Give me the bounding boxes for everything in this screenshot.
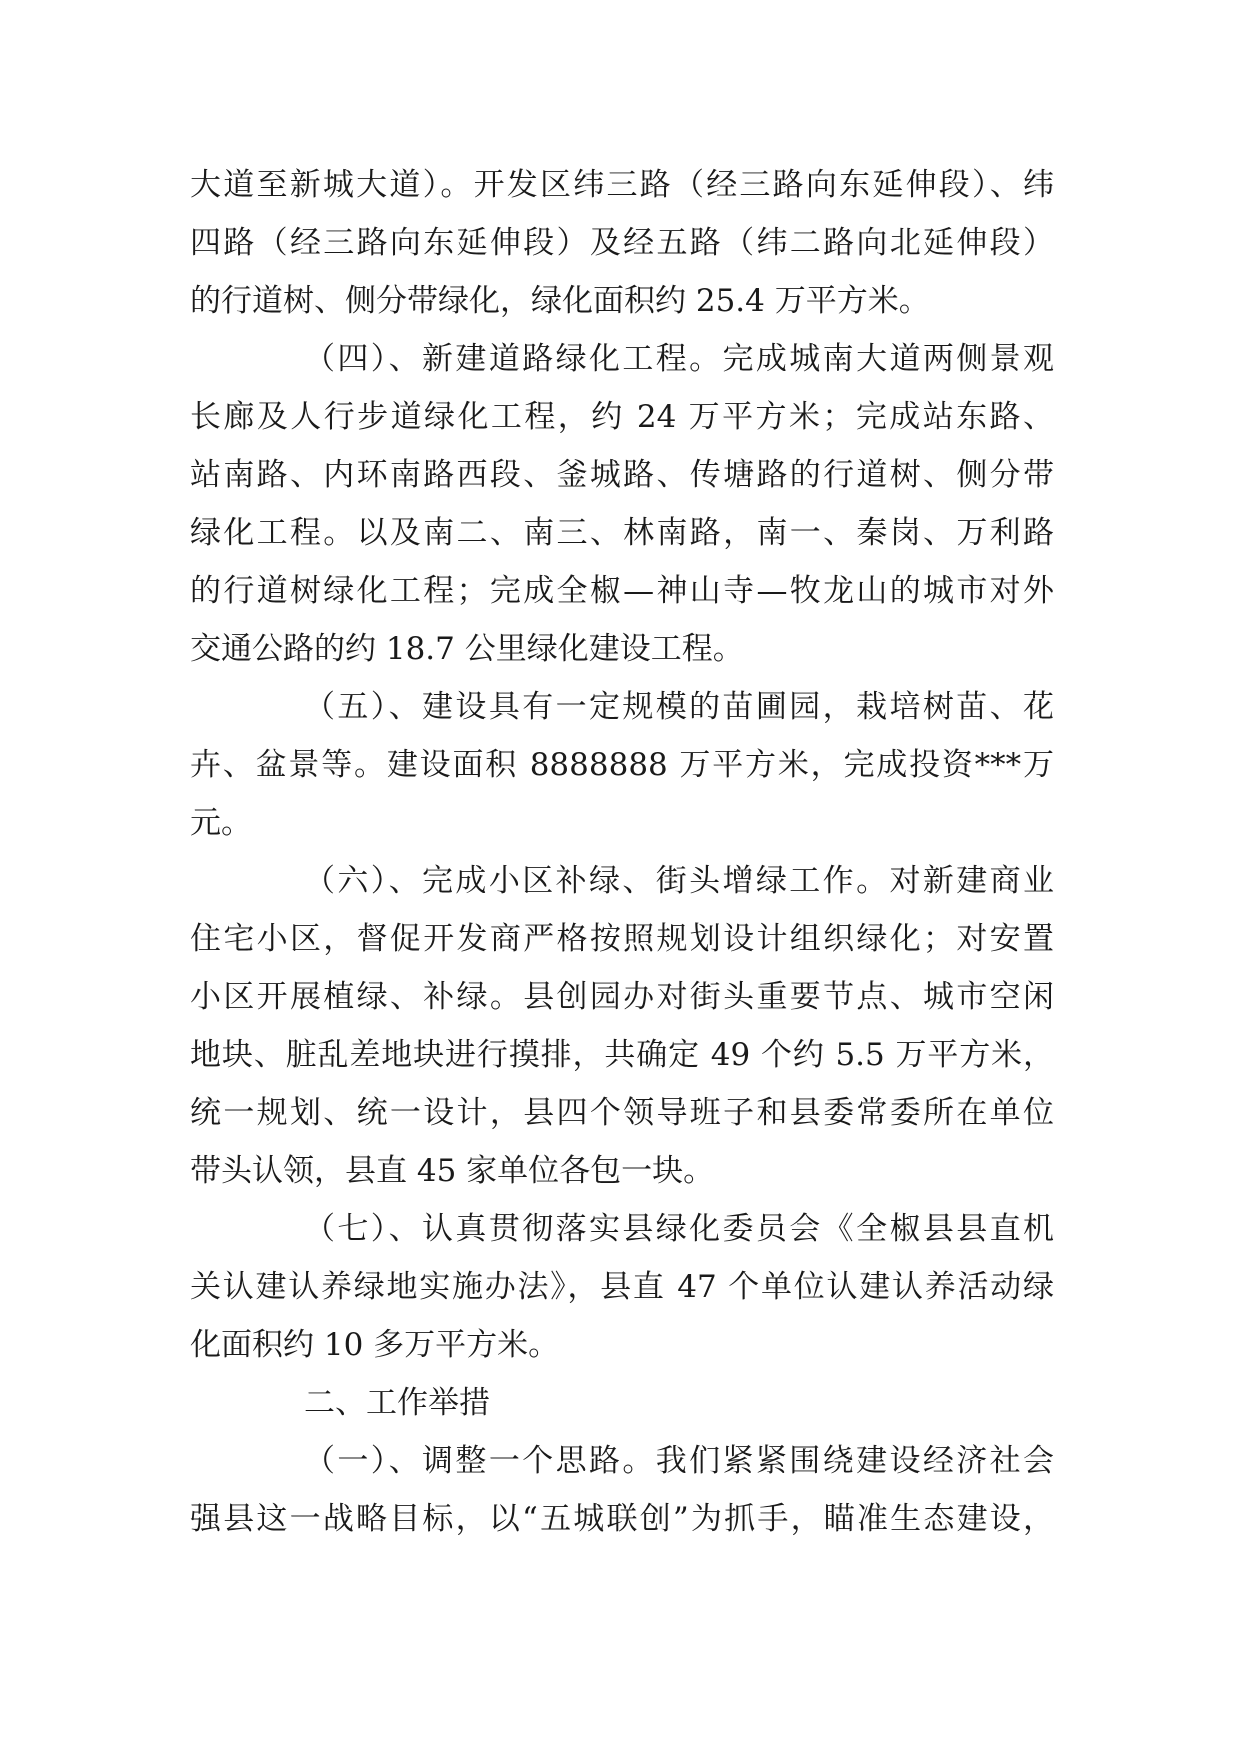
paragraph-line: 交通公路的约 18.7 公里绿化建设工程。 [190, 631, 744, 667]
paragraph-line: 强县这一战略目标，以“五城联创”为抓手，瞄准生态建设， [190, 1501, 1054, 1537]
paragraph-line: （七）、认真贯彻落实县绿化委员会《全椒县县直机 [304, 1211, 1054, 1247]
document-page [190, 156, 1054, 1548]
paragraph-line: 的行道树绿化工程；完成全椒—神山寺—牧龙山的城市对外 [190, 573, 1054, 609]
paragraph-line: 大道至新城大道）。开发区纬三路（经三路向东延伸段）、纬 [190, 167, 1054, 203]
paragraph-line: （一）、调整一个思路。我们紧紧围绕建设经济社会 [304, 1443, 1054, 1479]
paragraph-line: 地块、脏乱差地块进行摸排，共确定 49 个约 5.5 万平方米， [190, 1037, 1054, 1073]
paragraph-line: 元。 [190, 805, 252, 841]
paragraph-line: 绿化工程。以及南二、南三、林南路，南一、秦岗、万利路 [190, 515, 1054, 551]
paragraph-line: 长廊及人行步道绿化工程，约 24 万平方米；完成站东路、 [190, 399, 1054, 435]
paragraph-line: 化面积约 10 多万平方米。 [190, 1327, 560, 1363]
section-heading: 二、工作举措 [304, 1385, 490, 1421]
paragraph-line: 卉、盆景等。建设面积 8888888 万平方米，完成投资***万 [190, 747, 1054, 783]
paragraph-line: 统一规划、统一设计，县四个领导班子和县委常委所在单位 [190, 1095, 1054, 1131]
paragraph-line: 带头认领，县直 45 家单位各包一块。 [190, 1153, 715, 1189]
paragraph-line: 小区开展植绿、补绿。县创园办对街头重要节点、城市空闲 [190, 979, 1054, 1015]
paragraph-line: （六）、完成小区补绿、街头增绿工作。对新建商业 [304, 863, 1054, 899]
paragraph-line: 的行道树、侧分带绿化，绿化面积约 25.4 万平方米。 [190, 283, 930, 319]
paragraph-line: 关认建认养绿地实施办法》，县直 47 个单位认建认养活动绿 [190, 1269, 1054, 1305]
paragraph-line: 住宅小区，督促开发商严格按照规划设计组织绿化；对安置 [190, 921, 1054, 957]
paragraph-line: 站南路、内环南路西段、釜城路、传塘路的行道树、侧分带 [190, 457, 1054, 493]
paragraph-line: 四路（经三路向东延伸段）及经五路（纬二路向北延伸段） [190, 225, 1054, 261]
paragraph-line: （四）、新建道路绿化工程。完成城南大道两侧景观 [304, 341, 1054, 377]
paragraph-line: （五）、建设具有一定规模的苗圃园，栽培树苗、花 [304, 689, 1054, 725]
